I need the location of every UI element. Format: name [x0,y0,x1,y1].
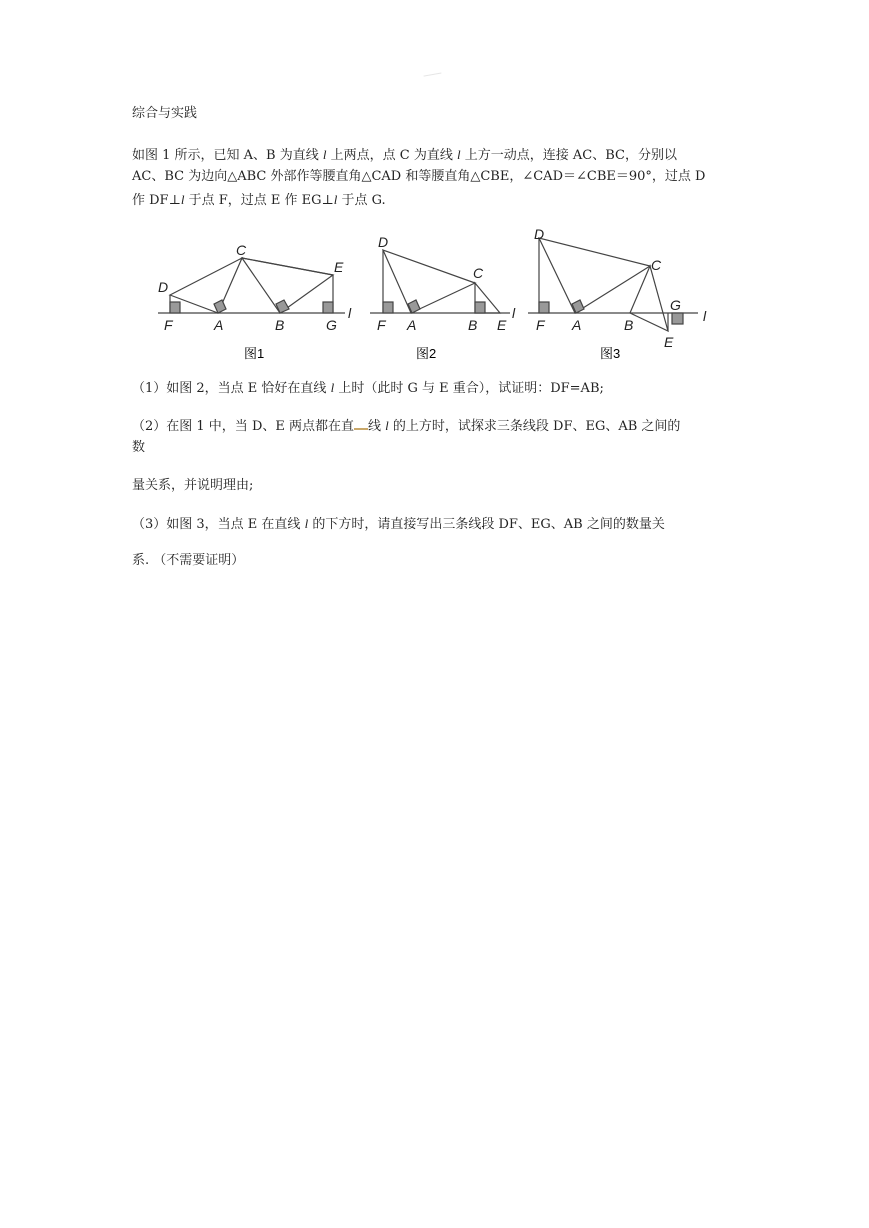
fig2-label-a: A [407,317,417,333]
geometry-figures [150,228,720,368]
figure-1 [158,258,345,313]
intro-line-3: 作 DF⊥l 于点 F，过点 E 作 EG⊥l 于点 G. [132,192,386,208]
fig3-label-d: D [534,228,545,242]
fig3-label-e: E [664,334,674,350]
fig3-label-c: C [651,257,662,273]
fig3-label-l: l [703,308,707,324]
smudge-mark [354,428,368,430]
fig1-label-e: E [334,259,344,275]
fig3-right-angle-f [539,302,549,313]
fig3-label-a: A [572,317,582,333]
fig1-triangle-cad [170,258,242,313]
question-3-line-1: （3）如图 3，当点 E 在直线 l 的下方时，请直接写出三条线段 DF、EG、AB 之间的数量关 [132,516,665,532]
fig3-label-f: F [536,317,545,333]
question-2-line-2: 数 [132,440,146,455]
fig1-caption: 图1 [244,346,265,361]
fig3-triangle-cad [539,238,650,313]
fig3-right-angle-g [672,313,683,324]
fig2-right-angle-b [475,302,485,313]
fig1-label-a: A [214,317,224,333]
fig2-label-d: D [378,234,389,250]
figure-2 [370,250,510,313]
fig2-label-c: C [473,265,484,281]
intro-line-2: AC、BC 为边向△ABC 外部作等腰直角△CAD 和等腰直角△CBE，∠CAD＝∠CBE＝90°，过点 D [132,169,706,184]
fig3-triangle-cbe [630,266,668,331]
fig3-label-g: G [670,297,681,313]
fig1-right-angle-a [214,300,226,313]
fig2-right-angle-f [383,302,393,313]
fig1-right-angle-g [323,302,333,313]
fig2-label-f: F [377,317,386,333]
question-2-line-1: （2）在图 1 中，当 D、E 两点都在直 线 l 的上方时，试探求三条线段 DF、EG、AB 之间的 [132,418,681,434]
fig1-label-b: B [275,317,285,333]
fig1-label-c: C [236,242,247,258]
fig1-right-angle-f [170,302,180,313]
fig2-caption: 图2 [416,346,437,361]
question-3-line-2: 系. （不需要证明） [132,553,245,568]
fig3-caption: 图3 [600,346,621,361]
fig1-label-f: F [164,317,173,333]
question-2-line-3: 量关系，并说明理由; [132,478,254,493]
fig1-label-d: D [158,279,169,295]
fig2-triangle-cad [383,250,475,313]
fig3-label-b: B [624,317,634,333]
fig1-label-l: l [348,305,352,321]
fig2-label-l: l [512,305,516,321]
fig1-segment-ce [242,258,333,275]
fig1-label-g: G [326,317,337,333]
intro-line-1: 如图 1 所示，已知 A、B 为直线 l 上两点，点 C 为直线 l 上方一动点，连接 AC、BC，分别以 [132,147,677,163]
fig2-label-e: E [497,317,507,333]
section-heading: 综合与实践 [132,106,198,121]
figure-3 [528,238,698,331]
question-1: （1）如图 2，当点 E 恰好在直线 l 上时（此时 G 与 E 重合），试证明：DF=AB; [132,380,604,396]
faint-mark [424,72,443,82]
fig2-label-b: B [468,317,478,333]
